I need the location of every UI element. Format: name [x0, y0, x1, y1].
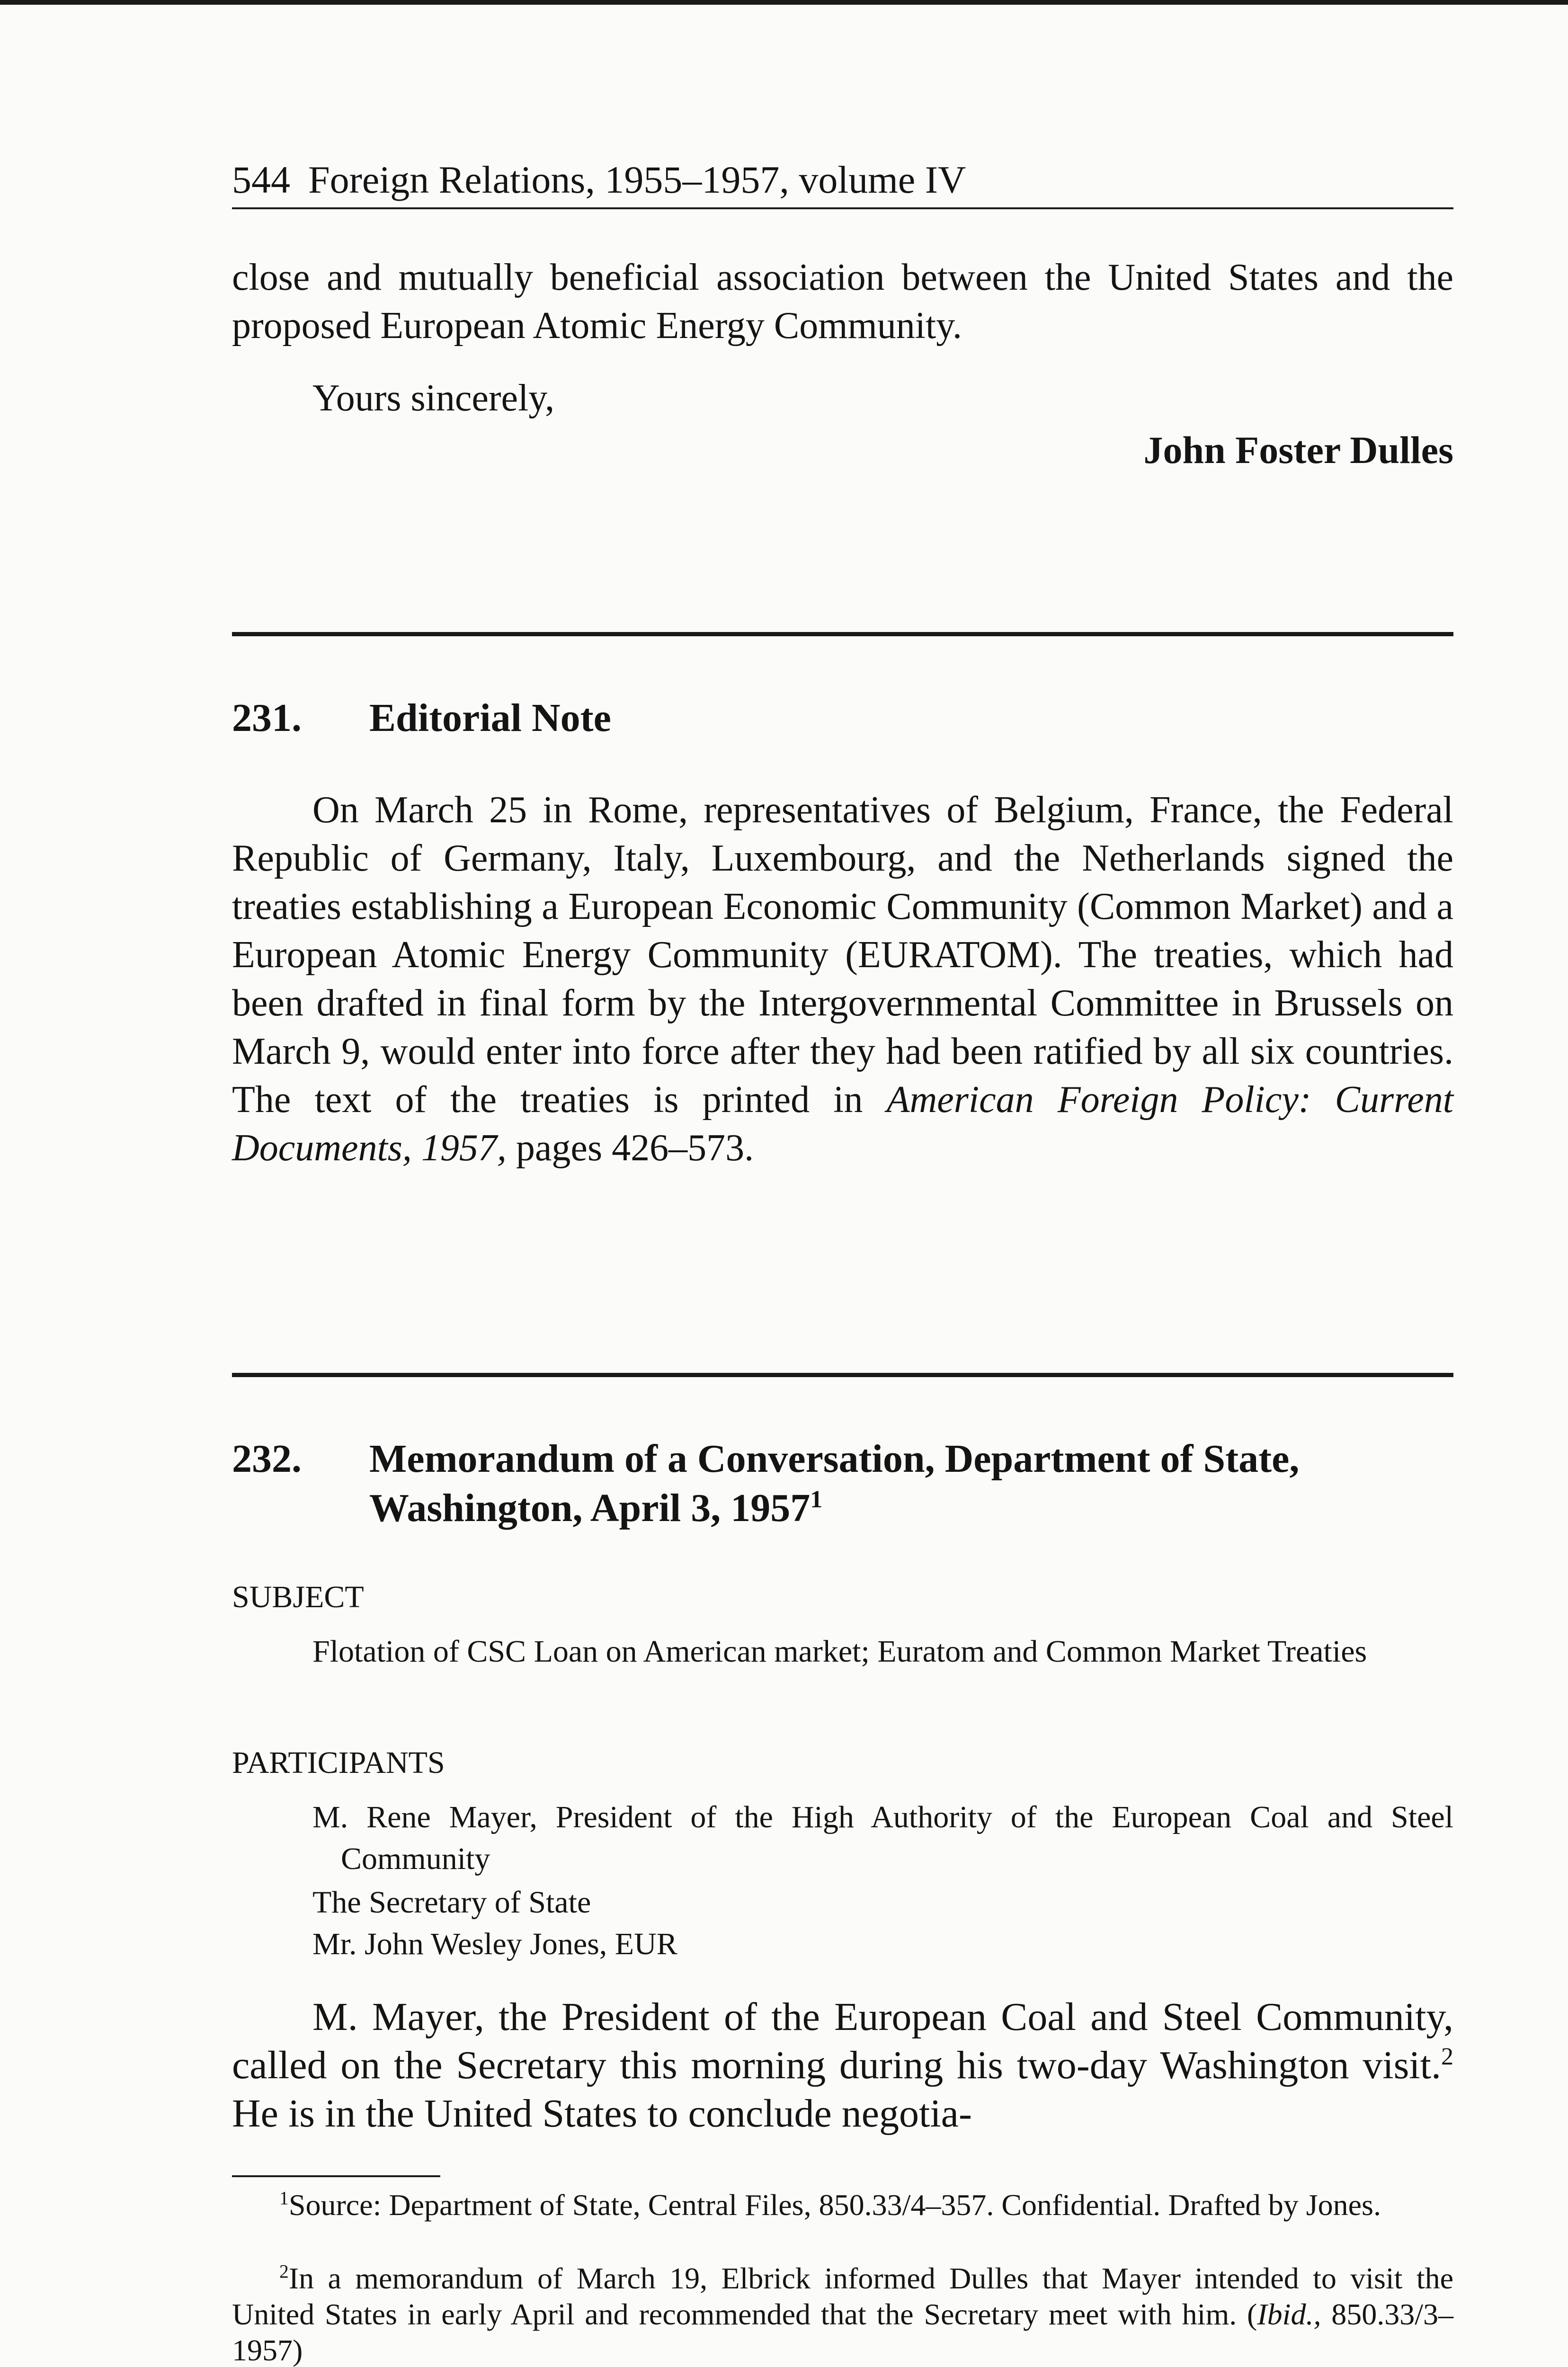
document-number: 232. — [232, 1437, 302, 1481]
section-divider — [232, 1373, 1453, 1377]
page-number: 544 — [232, 158, 290, 201]
participant-item: Mr. John Wesley Jones, EUR — [312, 1927, 677, 1961]
document-title-text: Memorandum of a Conversation, Department of State, Washington, April 3, 1957 — [369, 1437, 1300, 1530]
editorial-note-pages: pages 426–573. — [506, 1127, 754, 1169]
document-title: Editorial Note — [369, 696, 611, 740]
editorial-note-text: On March 25 in Rome, representatives of Belgium, France, the Federal Republic of Germany, Italy, Luxembourg, and the Netherlands signed the treaties establishing a European Economic Community (Common Market) and a European Atomic Energy Community (EURATOM). The treaties, which had been drafted in final form by the Intergovernmental Committee in Brussels on March 9, would enter into force after they had been ratified by all six countries. The text of the treaties is printed in — [232, 789, 1453, 1121]
memorandum-paragraph — [232, 1993, 1453, 2138]
document-title — [369, 1434, 1449, 1533]
editorial-note-paragraph — [232, 786, 1453, 1172]
document-231-heading — [232, 694, 1453, 746]
participants-label: PARTICIPANTS — [232, 1745, 445, 1780]
footnote-2 — [232, 2260, 1453, 2367]
memorandum-text: M. Mayer, the President of the European Coal and Steel Community, called on the Secretary this morning during his two-day Washington visit. — [232, 1995, 1453, 2087]
footnote-ibid: Ibid., — [1257, 2297, 1321, 2331]
footnote-text: In a memorandum of March 19, Elbrick informed Dulles that Mayer intended to visit the United States in early April and recommended that the Secretary meet with him. ( — [232, 2261, 1453, 2331]
letter-closing-salutation: Yours sincerely, — [312, 377, 555, 419]
footnote-marker: 1 — [279, 2188, 289, 2209]
editorial-note-citation: American Foreign Policy: Current Documents, 1957, — [232, 1079, 1454, 1169]
subject-label: SUBJECT — [232, 1580, 364, 1614]
letter-closing-paragraph: close and mutually beneficial association between the United States and the proposed European Atomic Energy Community. — [232, 257, 1453, 347]
footnote-ref: 2 — [1441, 2043, 1453, 2070]
document-number: 231. — [232, 696, 302, 740]
footnote-text-continued: 850.33/3–1957) — [232, 2297, 1454, 2367]
footnote-1 — [232, 2187, 1453, 2223]
subject-text: Flotation of CSC Loan on American market; Euratom and Common Market Treaties — [312, 1634, 1367, 1669]
page-top-border — [0, 0, 1568, 5]
running-header — [232, 156, 1453, 209]
running-title: Foreign Relations, 1955–1957, volume IV — [308, 158, 966, 201]
footnote-text: Source: Department of State, Central Files, 850.33/4–357. Confidential. Drafted by Jones. — [288, 2188, 1381, 2222]
section-divider — [232, 632, 1453, 636]
footnote-ref: 1 — [810, 1486, 823, 1513]
participant-item: The Secretary of State — [312, 1885, 591, 1920]
participant-item: M. Rene Mayer, President of the High Authority of the European Coal and Steel Community — [312, 1800, 1453, 1876]
footnote-divider — [232, 2175, 440, 2177]
document-232-heading — [232, 1434, 1453, 1534]
memorandum-text-continued: He is in the United States to conclude negotia- — [232, 2091, 972, 2136]
letter-signature: John Foster Dulles — [1143, 428, 1453, 472]
footnote-marker: 2 — [279, 2261, 289, 2282]
